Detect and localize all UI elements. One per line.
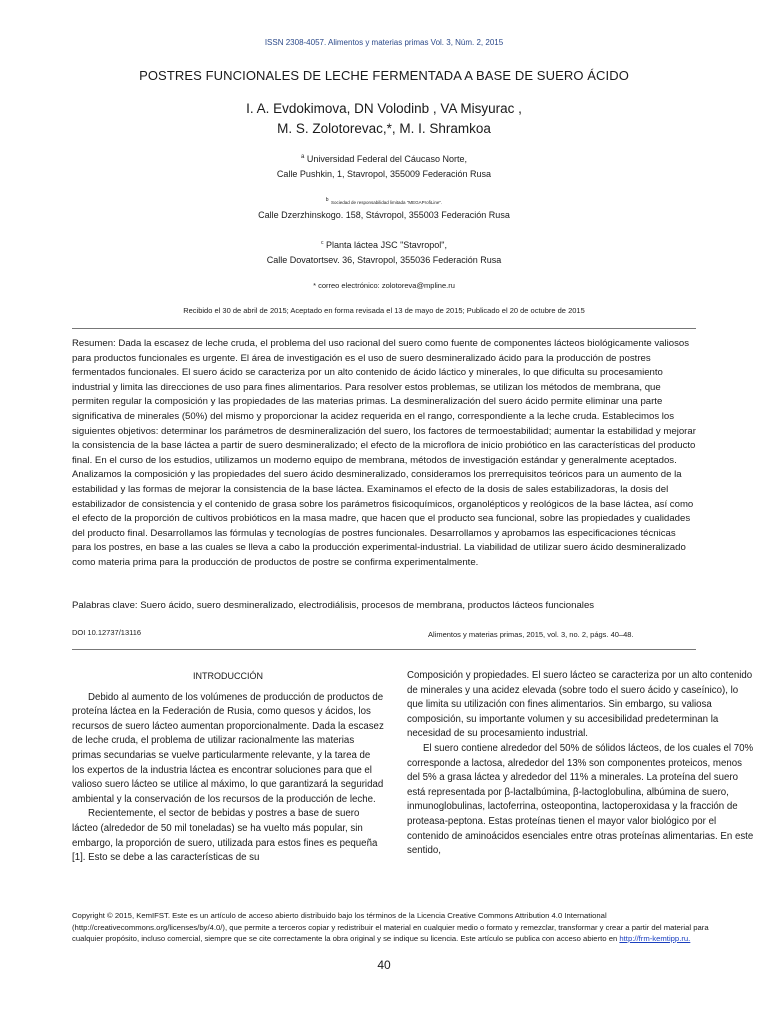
paragraph: Debido al aumento de los volúmenes de producción de productos de proteína láctea en la Federación de Rusia, como quesos y ácidos, los recursos de suero lácteo aumentan proporcionalmente. Dada la escasez de leche cruda, el problema de utilizar racionalmente las materias primas secundarias se vuelve particularmente relevante, y la tarea de los expertos de la industria láctea es encontrar soluciones para que el valioso suero lácteo se utilice al máximo, lo que garantizará la seguridad ambiental y la conservación de los recursos de la producción de leche.	[72, 691, 384, 805]
keywords: Palabras clave: Suero ácido, suero desmineralizado, electrodiálisis, procesos de membrana, productos lácteos funcionales	[72, 600, 595, 611]
paragraph: Composición y propiedades. El suero lácteo se caracteriza por un alto contenido de minerales y una acidez elevada (sobre todo el suero ácido y caseínico), lo que limita su utilización con fines alimentarios. Sin embargo, su valiosa composición, su importante volumen y su accesibilidad predeterminan la necesidad de su procesamiento industrial.	[407, 670, 753, 740]
doi: DOI 10.12737/13116	[72, 628, 142, 637]
page-number: 40	[377, 958, 391, 972]
authors-line-1: I. A. Evdokimova, DN Volodinb , VA Misyurac ,	[246, 101, 522, 116]
authors-line-2: M. S. Zolotorevac,*, M. I. Shramkoa	[277, 121, 491, 136]
paragraph: Recientemente, el sector de bebidas y postres a base de suero lácteo (alrededor de 50 mil toneladas) se ha vuelto más popular, sin embargo, la proporción de suero, utilizada para estos fines es pequeña [1]. Esto se debe a las características de su	[72, 808, 378, 864]
affiliation-c-line1: Planta láctea JSC "Stavropol",	[326, 240, 447, 250]
divider-top	[72, 328, 696, 329]
section-heading-introduction: INTRODUCCIÓN	[193, 671, 263, 681]
journal-header: ISSN 2308-4057. Alimentos y materias primas Vol. 3, Núm. 2, 2015	[264, 38, 504, 47]
affiliation-a	[0, 150, 768, 182]
body-column-left	[72, 669, 384, 866]
affiliation-a-line1: Universidad Federal del Cáucaso Norte,	[306, 154, 467, 164]
abstract: Resumen: Dada la escasez de leche cruda, el problema del uso racional del suero como fuente de componentes lácteos biológicamente valiosos para productos funcionales es urgente. El área de investigación es el uso de suero desmineralizado ácido para la producción de postres fermentados funcionales. El suero ácido se caracteriza por un alto contenido de ácido láctico y minerales, lo que dificulta su procesamiento industrial y limita las direcciones de uso para fines alimentarios. Para resolver estos problemas, se utilizan los métodos de membrana, que permiten regular la composición y las propiedades de las materias primas. La desmineralización del suero ácido permite eliminar una parte significativa de minerales (50%) del mismo y proporcionar la acidez requerida en el rango, correspondiente a la leche cruda. Establecimos los siguientes objetivos: determinar los parámetros de desmineralización del suero, los factores de termoestabilidad; aumentar la estabilidad y mejorar la consistencia de la base láctea a partir de suero desmineralizado; el efecto de la microflora de inicio probiótico en las características del producto final. En el curso de los estudios, utilizamos un moderno equipo de membrana, métodos de investigación estándar y generalmente aceptados. Analizamos la composición y las propiedades del suero ácido desmineralizado, consideramos los prerrequisitos teóricos para un aumento de la estabilidad y las formas de mejorar la consistencia de la base láctea. Examinamos el efecto de la dosis de sales estabilizadoras, la dosis del estabilizador de consistencia y el contenido de grasa sobre los parámetros fisicoquímicos, organolépticos y reológicos de la base láctea, así como el efecto de la proporción de cultivos probióticos en la masa madre, que hacen que el producto sea funcional, sobre las propiedades y cualidades del producto final. Desarrollamos las fórmulas y tecnologías de postres funcionales. Desarrollamos y aprobamos las especificaciones técnicas para los postres, en base a las cuales se lleva a cabo la producción experimental-industrial. La viabilidad de utilizar suero ácido desmineralizado como materia prima para la producción de productos de postre se confirma experimentalmente.	[72, 338, 696, 568]
affiliation-b-address: Calle Dzerzhinskogo. 158, Stávropol, 355003 Federación Rusa	[258, 210, 510, 220]
affiliation-b-company: Sociedad de responsabilidad limitada "MEGAProfiLine".	[331, 200, 443, 206]
affiliation-b-mark: b	[325, 197, 329, 203]
journal-link[interactable]: http://frm-kemtipp.ru.	[619, 934, 691, 943]
publication-dates: Recibido el 30 de abril de 2015; Aceptado en forma revisada el 13 de mayo de 2015; Publicado el 20 de octubre de 2015	[183, 306, 585, 315]
corresponding-email: * correo electrónico: zolotoreva@mpline.ru	[313, 281, 455, 290]
affiliation-c-mark: c	[321, 240, 324, 246]
author-list	[0, 99, 768, 139]
affiliation-c	[0, 236, 768, 268]
journal-citation: Alimentos y materias primas, 2015, vol. 3, no. 2, págs. 40–48.	[428, 630, 634, 639]
divider-bottom	[72, 649, 696, 650]
paragraph: El suero contiene alrededor del 50% de sólidos lácteos, de los cuales el 70% corresponde a lactosa, alrededor del 13% son componentes proteicos, menos del 5% a grasa láctea y alrededor del 11% a minerales. La proteína del suero está representada por β-lactalbúmina, β-lactoglobulina, albúmina de suero, inmunoglobulinas, lactoferrina, osteopontina, lactoperoxidasa y la fracción de proteasa-peptona. Estas proteínas tienen el mayor valor biológico por el contenido de aminoácidos esenciales entre otras proteínas alimentarias. En este sentido,	[407, 742, 754, 857]
copyright-text: Copyright © 2015, KemIFST. Este es un artículo de acceso abierto distribuido bajo los términos de la Licencia Creative Commons Attribution 4.0 International (http://creativecommons.org/licenses/by/4.0/), que permite a terceros copiar y redistribuir el material en cualquier medio o formato y remezclar, transformar y crear a partir del material para cualquier propósito, incluso comercial, siempre que se cite correctamente la obra original y se indique su licencia. Este artículo se publica con acceso abierto en	[72, 911, 709, 943]
affiliation-c-line2: Calle Dovatortsev. 36, Stavropol, 355036 Federación Rusa	[266, 255, 502, 265]
body-column-right	[407, 669, 757, 859]
affiliation-a-line2: Calle Pushkin, 1, Stavropol, 355009 Federación Rusa	[276, 169, 492, 179]
affiliation-a-mark: a	[301, 154, 305, 160]
article-title: POSTRES FUNCIONALES DE LECHE FERMENTADA A BASE DE SUERO ÁCIDO	[139, 68, 629, 83]
copyright-notice	[72, 910, 712, 945]
